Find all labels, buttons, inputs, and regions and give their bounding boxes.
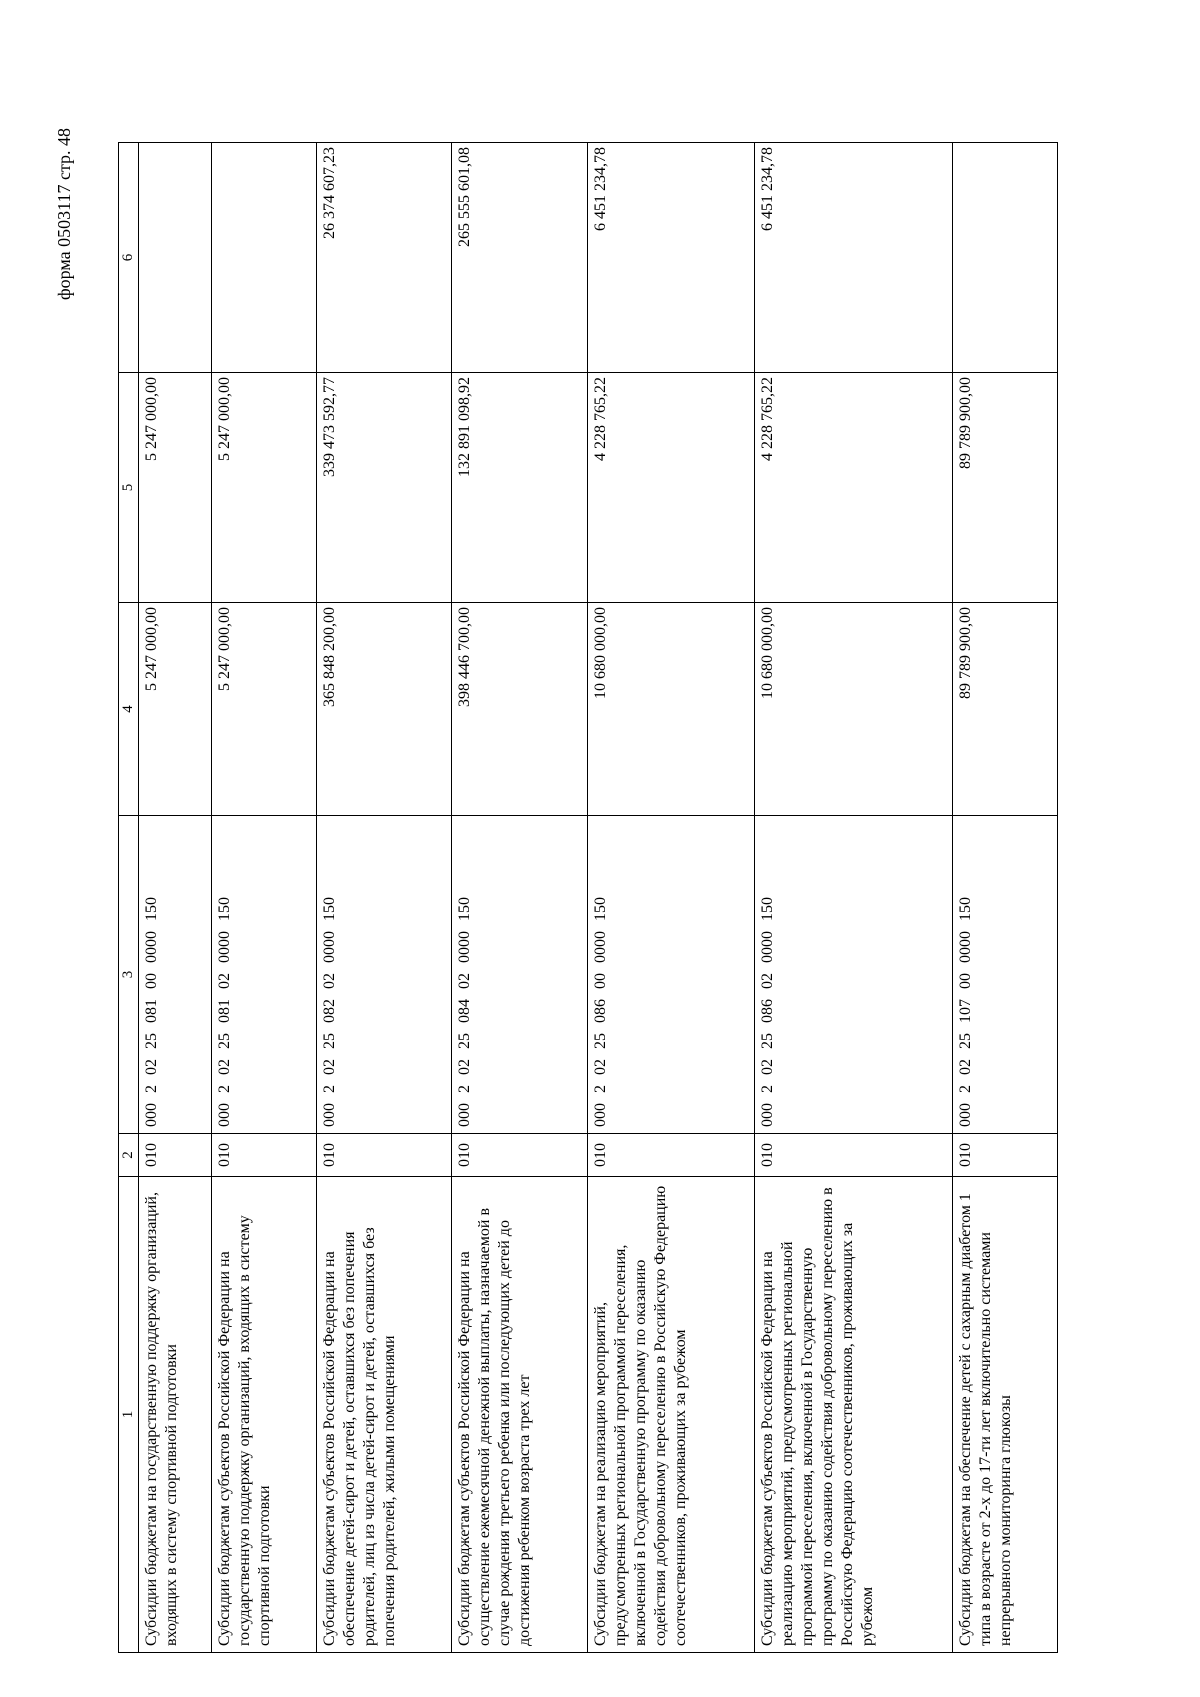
row-budget-code: 000 2 02 25 081 02 0000 150 [212,816,317,1134]
col-header-4: 4 [119,603,139,816]
row-approved: 5 247 000,00 [138,603,211,816]
row-budget-code: 000 2 02 25 086 02 0000 150 [755,816,953,1134]
row-executed: 132 891 098,92 [452,373,588,603]
row-line-code: 010 [452,1134,588,1177]
table-row [755,143,953,1653]
row-name: Субсидии бюджетам субъектов Российской Федерации на обеспечение детей-сирот и детей, оставшихся без попечения родителей, лиц из числа детей-сирот и детей, оставшихся без попечения родителей, жилыми помещениями [316,1177,452,1653]
row-executed: 5 247 000,00 [138,373,211,603]
row-unexecuted [953,143,1058,373]
row-budget-code: 000 2 02 25 084 02 0000 150 [452,816,588,1134]
rotated-table-container [118,143,1058,1653]
row-approved: 365 848 200,00 [316,603,452,816]
row-executed: 89 789 900,00 [953,373,1058,603]
row-budget-code: 000 2 02 25 081 00 0000 150 [138,816,211,1134]
col-header-1: 1 [119,1177,139,1653]
row-executed: 4 228 765,22 [755,373,953,603]
row-line-code: 010 [212,1134,317,1177]
row-line-code: 010 [755,1134,953,1177]
budget-table [118,142,1058,1653]
col-header-2: 2 [119,1134,139,1177]
row-line-code: 010 [588,1134,755,1177]
table-row [953,143,1058,1653]
row-approved: 10 680 000,00 [755,603,953,816]
row-name: Субсидии бюджетам на реализацию мероприятий, предусмотренных региональной программой переселения, включенной в Государственную программу по оказанию содействия добровольному переселению в Российскую Федерацию соотечественников, проживающих за рубежом [588,1177,755,1653]
row-approved: 10 680 000,00 [588,603,755,816]
row-name: Субсидии бюджетам на обеспечение детей с сахарным диабетом 1 типа в возрасте от 2-х до 17-ти лет включительно системами непрерывного мониторинга глюкозы [953,1177,1058,1653]
row-budget-code: 000 2 02 25 086 00 0000 150 [588,816,755,1134]
row-line-code: 010 [316,1134,452,1177]
form-page-label: форма 0503117 стр. 48 [54,127,74,300]
row-executed: 5 247 000,00 [212,373,317,603]
col-header-6: 6 [119,143,139,373]
row-approved: 5 247 000,00 [212,603,317,816]
row-approved: 89 789 900,00 [953,603,1058,816]
row-unexecuted: 26 374 607,23 [316,143,452,373]
row-unexecuted [138,143,211,373]
column-number-row [119,143,139,1653]
row-executed: 4 228 765,22 [588,373,755,603]
row-name: Субсидии бюджетам на государственную поддержку организаций, входящих в систему спортивной подготовки [138,1177,211,1653]
page-header [54,40,84,300]
row-name: Субсидии бюджетам субъектов Российской Федерации на реализацию мероприятий, предусмотренных региональной программой переселения, включенной в Государственную программу по оказанию содействия добровольному переселению в Российскую Федерацию соотечественников, проживающих за рубежом [755,1177,953,1653]
table-row [212,143,317,1653]
row-unexecuted [212,143,317,373]
row-name: Субсидии бюджетам субъектов Российской Федерации на осуществление ежемесячной денежной выплаты, назначаемой в случае рождения третьего ребенка или последующих детей до достижения ребенком возраста трех лет [452,1177,588,1653]
row-budget-code: 000 2 02 25 107 00 0000 150 [953,816,1058,1134]
table-row [138,143,211,1653]
col-header-5: 5 [119,373,139,603]
row-unexecuted: 6 451 234,78 [755,143,953,373]
row-unexecuted: 265 555 601,08 [452,143,588,373]
table-row [452,143,588,1653]
col-header-3: 3 [119,816,139,1134]
row-executed: 339 473 592,77 [316,373,452,603]
table-row [316,143,452,1653]
row-line-code: 010 [953,1134,1058,1177]
row-budget-code: 000 2 02 25 082 02 0000 150 [316,816,452,1134]
row-line-code: 010 [138,1134,211,1177]
row-name: Субсидии бюджетам субъектов Российской Федерации на государственную поддержку организаций, входящих в систему спортивной подготовки [212,1177,317,1653]
table-row [588,143,755,1653]
row-approved: 398 446 700,00 [452,603,588,816]
row-unexecuted: 6 451 234,78 [588,143,755,373]
